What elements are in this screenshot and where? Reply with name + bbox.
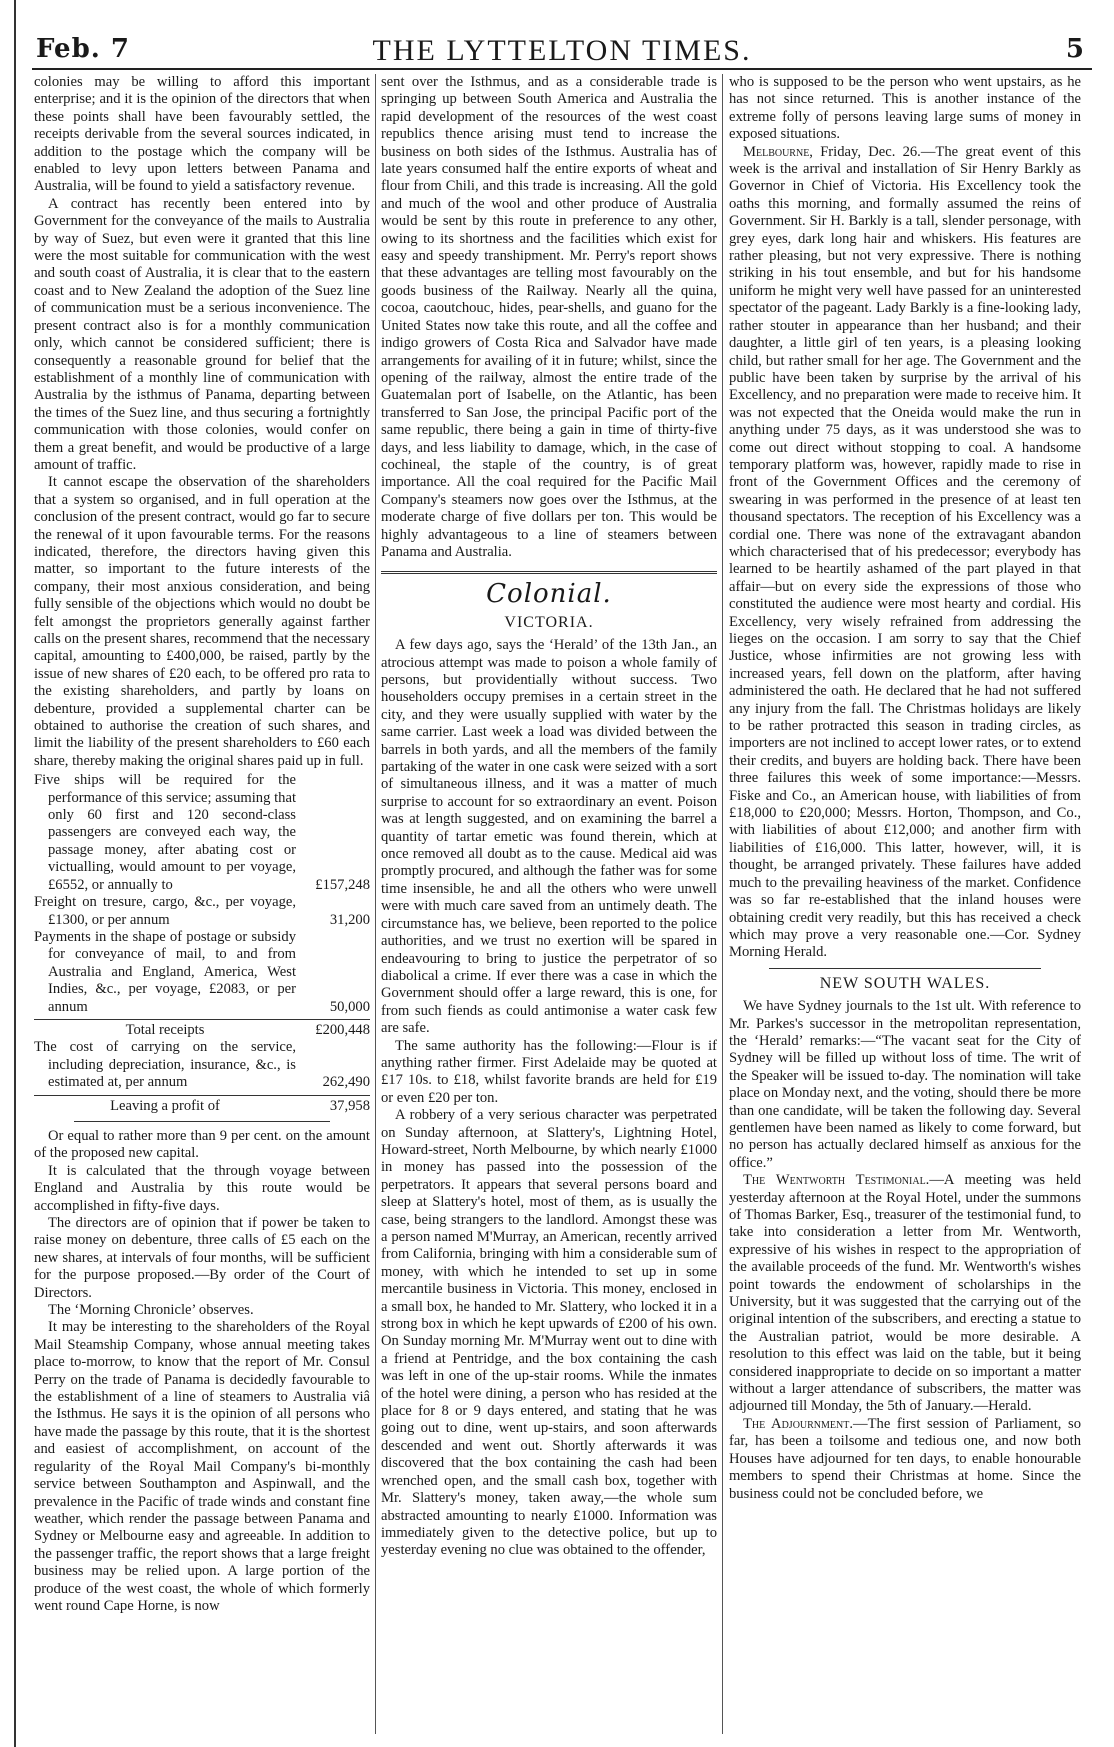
column-1 <box>34 74 370 1734</box>
paragraph: The directors are of opinion that if power be taken to raise money on debenture, three calls of £5 each on the new shares, at intervals of four months, will be sufficient for the purpose proposed.—By order of the Court of Directors. <box>34 1215 370 1301</box>
section-heading: Colonial. <box>486 579 612 610</box>
paragraph: The ‘Morning Chronicle’ observes. <box>48 1302 254 1319</box>
paragraph: colonies may be willing to afford this important enterprise; and it is the opinion of the directors that when these points shall have been favourably settled, the receipts derivable from the several sources indicated, in addition to the postage which the company will be enabled to levy upon letters between Panama and Australia, will be found to yield a satisfactory revenue. <box>34 74 370 195</box>
newspaper-title: THE LYTTELTON TIMES. <box>372 34 752 67</box>
divider <box>381 571 717 574</box>
paragraph: A robbery of a very serious character was perpetrated on Sunday afternoon, at Slattery's, Lightning Hotel, Howard-street, North Melbourne, by which nearly £1000 in money has passed into the possession of the perpetrators. It appears that several persons board and sleep at Slattery's hotel, most of them, as is usually the case, being strangers to the landlord. Amongst these was a person named M'Murray, an American, recently arrived from California, bringing with him a considerable sum of money, with which he intended to set up in some mercantile business in Victoria. This money, enclosed in a small box, he handed to Mr. Slattery, who locked it in a strong box in which he kept upwards of £200 of his own. On Sunday morning Mr. M'Murray went out to dine with a friend at Pentridge, and the box containing the cash was left in one of the up-stair rooms. While the inmates of the hotel were dining, a person who has resided at the place for 8 or 9 days entered, and stating that he was going out to dine, went up-stairs, and soon afterwards descended and went out. Shortly afterwards it was discovered that the box containing the cash had been wrenched open, and the small cash box, together with Mr. Slattery's money, taken away,—the whole sum abstracted amounting to nearly £1000. Information was immediately given to the detective police, but up to yesterday evening no clue was obtained to the offender, <box>381 1107 717 1559</box>
account-label: Payments in the shape of postage or subsidy for conveyance of mail, to and from Australia and England, America, West Indies, &c., per voyage, £2083, or per annum <box>34 928 296 1015</box>
account-label: The cost of carrying on the service, including depreciation, insurance, &c., is estimated at, per annum <box>34 1039 296 1091</box>
paragraph: Or equal to rather more than 9 per cent. on the amount of the proposed new capital. <box>34 1127 370 1162</box>
paragraph <box>729 1416 1081 1503</box>
paragraph: It is calculated that the through voyage between England and Australia by this route would be accomplished in fifty-five days. <box>34 1162 370 1214</box>
account-value: £200,448 <box>315 1021 370 1038</box>
divider <box>769 968 1041 969</box>
dateline: Melbourne, <box>743 143 813 160</box>
revenue-account <box>34 772 370 1115</box>
account-profit-row <box>34 1095 370 1115</box>
divider <box>74 1121 330 1122</box>
paragraph-body: Friday, Dec. 26.—The great event of this week is the arrival and installation of Sir Henry Barkly as Governor in Chief of Victoria. His Excellency took the oaths this morning, and formally assumed the reins of Government. Sir H. Barkly is a tall, slender personage, with grey eyes, dark long hair and whiskers. His features are rather pleasing, but not very expressive. There is nothing striking in his tout ensemble, and but for his handsome uniform he might very well have passed for an uninterested spectator of the pageant. Lady Barkly is a fine-looking lady, rather stouter in appearance than her husband; and their daughter, a little girl of ten years, is a pleasing looking child, but rather small for her age. The Government and the public have been taken by surprise by the arrival of his Excellency, and no preparation were made to receive him. It was not expected that the Oneida would make the run in anything under 75 days, as it was understood she was to come out direct without stopping to coal. A handsome temporary platform was, however, rapidly made to rise in front of the Government Offices and the ceremony of swearing in was performed in the presence of at least ten thousand spectators. The reception of his Excellency was a cordial one. There was none of the extravagant abandon which characterised that of his predecessor; everybody has learned to be heartily ashamed of the part played in that affair—but on every side the expressions of those who constituted the audience were most hearty and cordial. His Excellency, very wisely refrained from addressing the lieges on the occasion. I am sorry to say that the Chief Justice, whose infirmities are not growing less with increased years, fell down on the platform, after having administered the oath. He declared that he had not suffered any injury from the fall. The Christmas holidays are likely to be rather protracted this season in trading circles, as importers are not inclined to accept lower rates, or to extend their credits, and buyers are holding back. There have been three failures this week of some importance:—Messrs. Fiske and Co., an American house, with liabilities of from £18,000 to £20,000; Messrs. Horton, Thompson, and Co., with liabilities of about £12,000; and another firm with liabilities of £16,000. This latter, however, will, it is thought, be arranged privately. These failures have added much to the prevailing heaviness of the market. Confidence was so far re-established that the inland houses were obtaining credit very readily, but this has received a check which may prove a very reasonable one.—Cor. Sydney Morning Herald. <box>729 143 1081 961</box>
account-total-row <box>34 1019 370 1039</box>
column-rule <box>375 74 376 1734</box>
subsection-heading: NEW SOUTH WALES. <box>819 974 991 992</box>
page-edge-rule <box>14 0 16 1747</box>
account-value: 50,000 <box>329 998 370 1015</box>
account-row <box>34 1039 370 1091</box>
paragraph-lead: The Adjournment. <box>743 1415 854 1432</box>
column-2 <box>381 74 717 1734</box>
account-value: 37,958 <box>329 1097 370 1114</box>
paragraph: It may be interesting to the shareholders of the Royal Mail Steamship Company, whose annual meeting takes place to-morrow, to know that the report of Mr. Consul Perry on the trade of Panama is decidedly favourable to the establishment of a line of steamers to Australia viâ the Isthmus. He says it is the opinion of all persons who have made the passage by this route, that it is the shortest and easiest of accomplishment, on account of the regularity of the Royal Mail Company's bi-monthly service between Southampton and Aspinwall, and the prevalence in the Pacific of trade winds and constant fine weather, which render the passage between Panama and Sydney or Melbourne easy and agreeable. In addition to the passenger traffic, the report shows that a large freight business may be relied upon. A large portion of the produce of the west coast, the whole of which formerly went round Cape Horne, is now <box>34 1319 370 1614</box>
account-row <box>34 929 370 1016</box>
paragraph-body: —A meeting was held yesterday afternoon at the Royal Hotel, under the summons of Thomas Barker, Esq., treasurer of the testimonial fund, to take into consideration a letter from Mr. Wentworth, expressive of his wishes in respect to the appropriation of the available proceeds of the fund. Mr. Wentworth's wishes point towards the endowment of scholarships in the University, but it was suggested that the carrying out of the original intention of the subscribers, and erecting a statue to the Australian patriot, would be more desirable. A resolution to this effect was laid on the table, but it being considered inappropriate to decide on so important a matter without a larger attendance of subscribers, the matter was adjourned till Monday, the 5th of January.—Herald. <box>729 1172 1081 1415</box>
account-label: Total receipts <box>125 1021 205 1038</box>
paragraph <box>729 144 1081 962</box>
account-value: 31,200 <box>329 911 370 928</box>
paragraph: We have Sydney journals to the 1st ult. With reference to Mr. Parkes's successor in the metropolitan representation, the ‘Herald’ remarks:—“The vacant seat for the City of Sydney will be filled up without loss of time. The writ of the Speaker will be issued to-day. The nomination will take place on Monday next, and the voting, should there be more than one candidate, will be taken the following day. Several gentlemen have been named as likely to come forward, but no person has actually declared himself as anxious for the office.” <box>729 998 1081 1171</box>
account-label: Leaving a profit of <box>110 1097 220 1114</box>
account-row <box>34 894 370 929</box>
account-label: Freight on tresure, cargo, &c., per voyage, £1300, or per annum <box>34 894 296 928</box>
account-row <box>34 772 370 894</box>
account-value: 262,490 <box>322 1074 370 1091</box>
paragraph: A contract has recently been entered into by Government for the conveyance of the mails to Australia by way of Suez, but even were it granted that this line were the most suitable for communication with the west and south coast of Australia, it is clear that to the eastern coast and to New Zealand the adoption of the Suez line of communication must be a serious inconvenience. The present contract also is for a monthly communication only, which cannot be considered sufficient; there is consequently a reasonable ground for belief that the establishment of a monthly line of communication with Australia by the isthmus of Panama, departing between the times of the Suez line, and thus securing a fortnightly communication with those colonies, would confer on them a great benefit, and would be productive of a large amount of traffic. <box>34 195 370 473</box>
column-3 <box>729 74 1081 1734</box>
column-rule <box>722 74 723 1734</box>
paragraph: A few days ago, says the ‘Herald’ of the 13th Jan., an atrocious attempt was made to poison a whole family of persons, but providentially without success. Two householders occupy premises in a certain street in the city, and they were usually supplied with water by the same carrier. Last week a load was divided between the barrels in both yards, and all the members of the family partaking of the water in one cask were seized with a sort of simultaneous illness, and it was a matter of much surprise to account for so extraordinary an event. Poison was at length suggested, and on examining the barrel a quantity of tartar emetic was found therein, which at once removed all doubt as to the cause. Medical aid was promptly procured, and although the father was for some time insensible, he and all the others who were unwell were with much care saved from an untimely death. The circumstance has, we believe, been reported to the police authorities, and we trust no exertion will be spared in endeavouring to bring to justice the perpetrator of so diabolical a crime. If ever there was a case in which the Government should offer a large reward, this is one, for from such fiends as could antimonise a water cask few are safe. <box>381 637 717 1037</box>
subsection-heading: VICTORIA. <box>504 613 594 631</box>
paragraph: It cannot escape the observation of the shareholders that a system so organised, and in full operation at the conclusion of the present contract, would go far to secure the renewal of it upon favourable terms. For the reasons indicated, therefore, the directors having given this matter, so important to the future interests of the company, their most anxious consideration, and being fully sensible of the objections which would no doubt be felt amongst the proprietors generally against farther calls on the present shares, recommend that the necessary capital, amounting to £400,000, be raised, partly by the issue of new shares of £20 each, to be offered pro rata to the existing shareholders, and partly by loans on debenture, provided a supplemental charter can be obtained to authorise the creation of such shares, and limit the liability of the present shareholders to £60 each share, thereby making the original shares paid up in full. <box>34 474 370 769</box>
masthead <box>32 30 1092 70</box>
paragraph-body: —The first session of Parliament, so far, has been a toilsome and tedious one, and now both Houses have adjourned for ten days, to enable honourable members to spend their Christmas at home. Since the business could not be concluded before, we <box>729 1415 1081 1502</box>
paragraph: who is supposed to be the person who went upstairs, as he has not since returned. This is another instance of the extreme folly of persons leaving large sums of money in exposed situations. <box>729 74 1081 143</box>
paragraph: The same authority has the following:—Flour is if anything rather firmer. First Adelaide may be quoted at £17 10s. to £18, whilst favorite brands are held for £19 or even £20 per ton. <box>381 1037 717 1106</box>
page-number: 5 <box>1065 34 1084 64</box>
issue-date: Feb. 7 <box>36 34 130 64</box>
account-label: Five ships will be required for the performance of this service; assuming that only 60 first and 120 second-class passengers are conveyed each way, the passage money, after abating cost or victualling, would amount to per voyage, £6552, or annually to <box>34 772 296 893</box>
paragraph <box>729 1172 1081 1416</box>
paragraph: sent over the Isthmus, and as a considerable trade is springing up between South America and Australia the rapid development of the resources of the west coast republics thence arising must tend to increase the business on both sides of the Isthmus. Australia has of late years consumed half the entire exports of wheat and flour from Chili, and this trade is increasing. All the gold and much of the wool and other produce of Australia would be sent by this route in preference to any other, owing to its shortness and the facilities which exist for easy and speedy transhipment. Mr. Perry's report shows that these advantages are telling most favourably on the goods business of the Railway. Nearly all the quina, cocoa, caoutchouc, hides, pear-shells, and guano for the United States now take this route, and all the coffee and indigo growers of Costa Rica and Salvador have made arrangements for availing of it in future; whilst, since the opening of the railway, almost the entire trade of the Guatemalan port of Isabelle, on the Atlantic, has been transferred to San Jose, the principal Pacific port of the same republic, there being a gain in time of thirty-five days, and less liability to damage, which, in the case of cochineal, the staple of the country, is of great importance. All the coal required for the Pacific Mail Company's steamers now goes over the Isthmus, at the moderate charge of five dollars per ton. This would be highly advantageous to a line of steamers between Panama and Australia. <box>381 74 717 560</box>
account-value: £157,248 <box>315 876 370 893</box>
paragraph-lead: The Wentworth Testimonial. <box>743 1172 930 1189</box>
